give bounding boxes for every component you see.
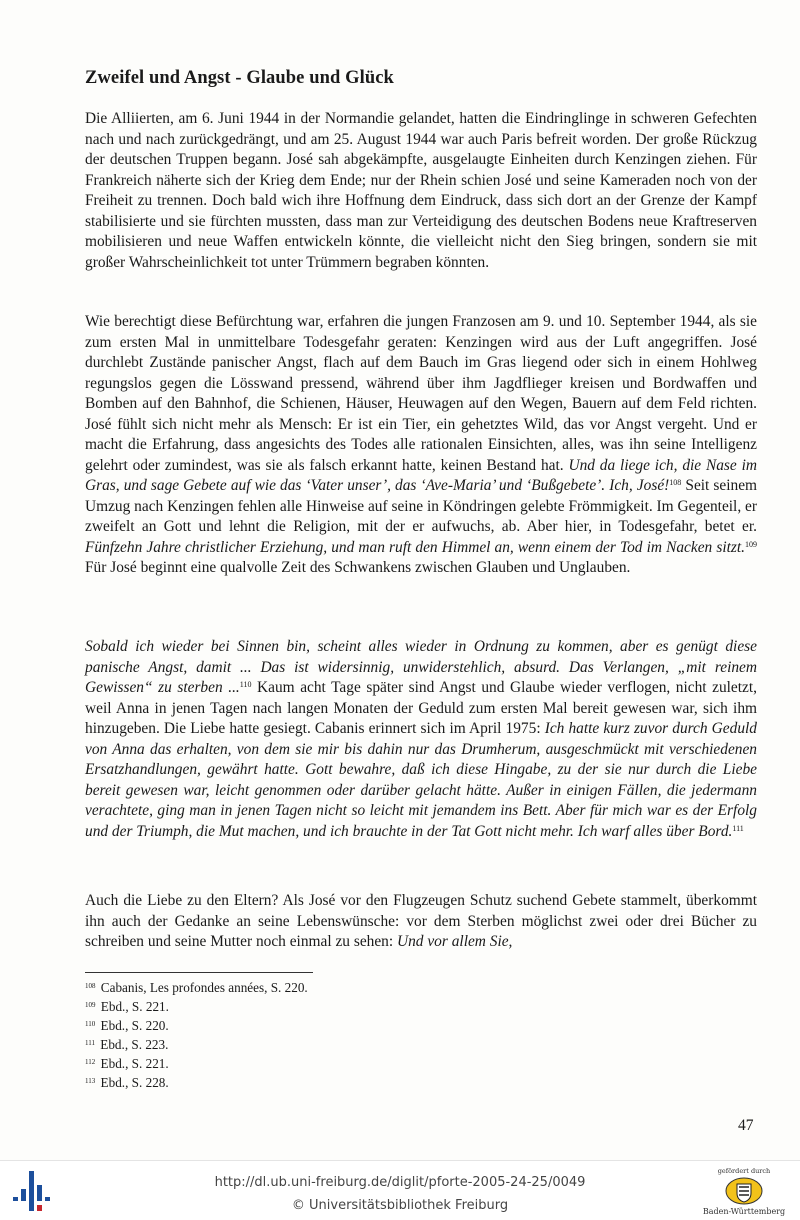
footnote-item: [85, 1035, 308, 1054]
footnote-text: Ebd., S. 221.: [100, 1056, 169, 1071]
paragraph-4-text: Auch die Liebe zu den Eltern? Als José vor den Flugzeugen Schutz suchend Gebete stammelt, überkommt ihn auch der Gedanke an seine Lebenswünsche: vor dem Sterben möglichst zwei oder drei Bücher zu schreiben und seine Mutter noch einmal zu sehen:: [85, 892, 757, 950]
paragraph-3-text-a: Kaum acht Tage später sind Angst und Glaube wieder verflogen, nicht zuletzt, weil Anna in jenen Tagen nach langen Monaten der Geduld zum ersten Mal bereit gewesen war, sich ihm hinzugeben. Die Liebe hatte gesiegt. Cabanis erinnert sich im April 1975:: [85, 679, 757, 737]
footnote-text: Ebd., S. 220.: [100, 1018, 169, 1033]
paragraph-2-text-a: Wie berechtigt diese Befürchtung war, erfahren die jungen Franzosen am 9. und 10. September 1944, als sie zum ersten Mal in unmittelbare Todesgefahr geraten: Kenzingen wird aus der Luft angegriffen. José durchlebt Zustände panischer Angst, flach auf dem Bauch im Gras liegend oder sich in einem Hohlweg regungslos gegen die Lösswand pressend, während über ihm Jagdflieger kreisen und Bordwaffen und Bomben auf den Bahnhof, die Schienen, Häuser, Heuwagen auf den Wegen, Bauern auf dem Feld richten. José fühlt sich nicht mehr als Mensch: Er ist ein Tier, ein gehetztes Wild, das vor Angst vergeht. Und er macht die Erfahrung, dass angesichts des Todes alle rationalen Einsichten, alles, was ihn seine Intelligenz gelehrt oder zumindest, was sie als falsch erkannt hatte, keinen Bestand hat.: [85, 313, 757, 474]
footnote-ref-108[interactable]: 108: [669, 478, 682, 487]
footnote-text: Ebd., S. 221.: [100, 999, 169, 1014]
footnote-text: Ebd., S. 223.: [100, 1037, 169, 1052]
footnote-number: 109: [85, 1001, 96, 1009]
footnote-item: [85, 1073, 308, 1092]
footnote-text: Ebd., S. 228.: [100, 1075, 169, 1090]
paragraph-1: Die Alliierten, am 6. Juni 1944 in der Normandie gelandet, hatten die Eindringlinge in schweren Gefechten nach und nach zurückgedrängt, und am 25. August 1944 war auch Paris befreit worden. Der große Rückzug der deutschen Truppen begann. José sah abgekämpfte, ausgelaugte Einheiten durch Kenzingen ziehen. Für Frankreich näherte sich der Krieg dem Ende; nur der Rhein schien José und seine Kameraden noch von der Freiheit zu trennen. Doch bald wich ihre Hoffnung dem Eindruck, dass sich dort an der Grenze der Kampf stabilisierte und sie fürchten mussten, dass man zur Verteidigung des deutschen Bodens neue Kraftreserven mobilisieren und neue Waffen entwickeln könnte, die vielleicht nicht den Sieg bringen, sondern sie mit großer Wahrscheinlichkeit tot unter Trümmern begraben könnten.: [85, 110, 757, 271]
page-number: 47: [738, 1117, 754, 1134]
paragraph-2-text-b: Seit seinem Umzug nach Kenzingen fehlen alle Hinweise auf seine in Köndringen gelebte Frömmigkeit. Im Gegenteil, er zweifelt an Gott und lehnt die Religion, mit der er aufwuchs, ab. Aber hier, in Todesgefahr, betet er.: [85, 477, 757, 535]
footnote-ref-109[interactable]: 109: [745, 539, 757, 549]
paragraph-4: [85, 891, 757, 953]
sponsor-name: Baden-Württemberg: [702, 1207, 786, 1216]
footnote-number: 113: [85, 1077, 96, 1085]
paragraph-3-quote-a: Sobald ich wieder bei Sinnen bin, scheint alles wieder in Ordnung zu kommen, aber es genügt diese panische Angst, damit ... Das ist widersinnig, unwiderstehlich, absurd. Das Verlangen, „mit reinem Gewissen“ zu sterben ...: [85, 638, 757, 696]
paragraph-2-quote-a: Und da liege ich, die Nase im Gras, und sage Gebete auf wie das ‘Vater unser’, das ‘Ave-Maria’ und ‘Bußgebete’. Ich, José!: [85, 456, 757, 494]
coat-of-arms-icon: [724, 1176, 764, 1206]
footnote-ref-110[interactable]: 110: [239, 680, 252, 689]
footnote-number: 110: [85, 1020, 96, 1028]
footnote-text: Cabanis, Les profondes années, S. 220.: [100, 980, 308, 995]
footnote-item: [85, 1016, 308, 1035]
library-footer: [0, 1160, 800, 1220]
footnote-item: [85, 978, 308, 997]
footnote-number: 111: [85, 1039, 95, 1047]
footnote-item: [85, 997, 308, 1016]
footer-copyright: © Universitätsbibliothek Freiburg: [291, 1198, 509, 1213]
footnote-ref-111[interactable]: 111: [732, 823, 744, 833]
footnote-divider: [85, 972, 313, 973]
paragraph-2-quote-b: Fünfzehn Jahre christlicher Erziehung, und man ruft den Himmel an, wenn einem der Tod im Nacken sitzt.: [85, 538, 745, 556]
paragraph-3: [85, 637, 757, 842]
footnote-item: [85, 1054, 308, 1073]
page-title: Zweifel und Angst - Glaube und Glück: [85, 68, 394, 88]
footnote-number: 108: [85, 982, 96, 990]
paragraph-2: [85, 312, 757, 579]
sponsor-label: gefördert durch: [717, 1167, 771, 1175]
baden-wuerttemberg-sponsor-logo: [694, 1167, 794, 1217]
footnote-list: [85, 978, 308, 1092]
paragraph-2-text-c: Für José beginnt eine qualvolle Zeit des Schwankens zwischen Glauben und Unglauben.: [85, 559, 631, 576]
footnote-number: 112: [85, 1058, 96, 1066]
footer-url-link[interactable]: http://dl.ub.uni-freiburg.de/diglit/pforte-2005-24-25/0049: [214, 1175, 586, 1190]
paragraph-3-quote-b: Ich hatte kurz zuvor durch Geduld von Anna das erhalten, von dem sie mir bis dahin nur das Drumherum, ausgeschmückt mit verschiedenen Ersatzhandlungen, gewährt hatte. Gott bewahre, daß ich diese Hingabe, zu der sie nur durch die Liebe bereit gewesen war, leicht genommen oder darüber gelacht hätte. Außer in einigen Fällen, die jedermann verachtete, ging man in jenen Tagen nicht so leicht mit jemandem ins Bett. Aber für mich war es der Erfolg und der Triumph, die Mut machen, und ich brauchte in der Tat Gott nicht mehr. Ich warf alles über Bord.: [85, 720, 757, 840]
paragraph-4-quote: Und vor allem Sie,: [397, 933, 513, 950]
